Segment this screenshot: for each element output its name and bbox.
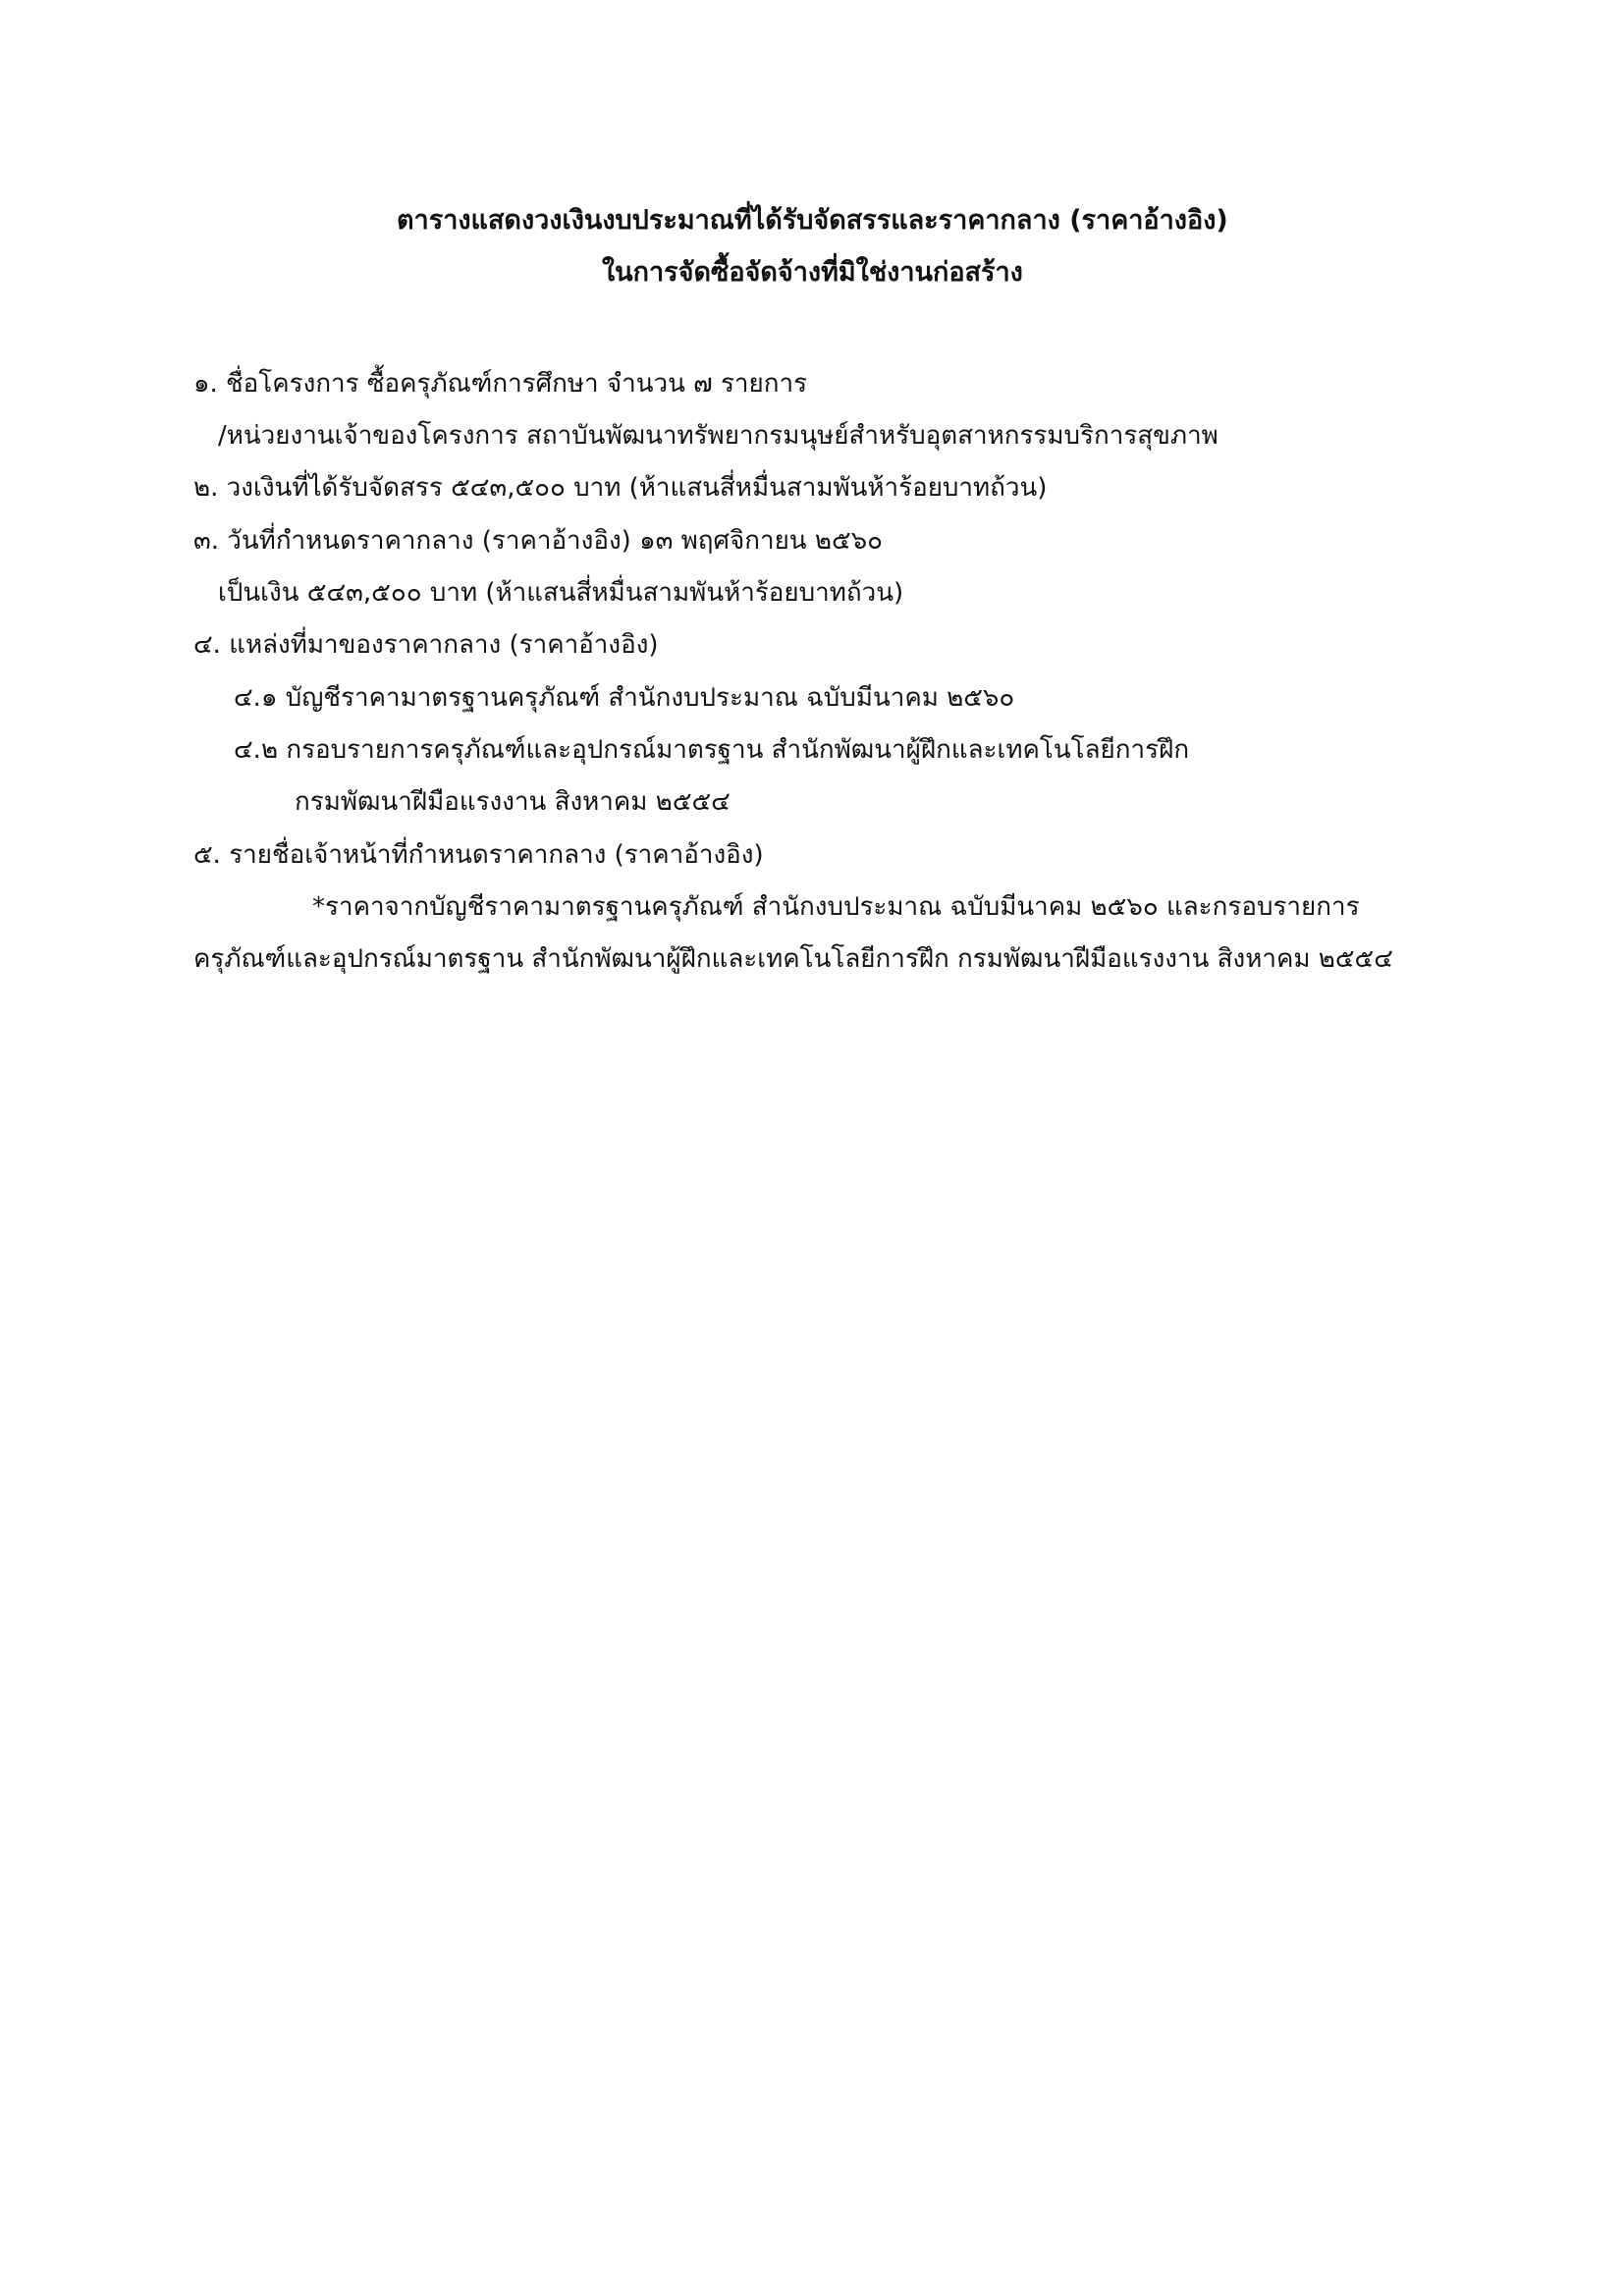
item-4-price-source: ๔. แหล่งที่มาของราคากลาง (ราคาอ้างอิง) [193, 630, 659, 660]
document-title-line-1: ตารางแสดงวงเงินงบประมาณที่ได้รับจัดสรรและราคากลาง (ราคาอ้างอิง) [397, 205, 1228, 236]
footnote-line-1: *ราคาจากบัญชีราคามาตรฐานครุภัณฑ์ สำนักงบประมาณ ฉบับมีนาคม ๒๕๖๐ และกรอบรายการ [312, 892, 1360, 922]
item-1-project-name: ๑. ชื่อโครงการ ซื้อครุภัณฑ์การศึกษา จำนวน ๗ รายการ [193, 369, 808, 399]
footnote-line-2: ครุภัณฑ์และอุปกรณ์มาตรฐาน สำนักพัฒนาผู้ฝึกและเทคโนโลยีการฝึก กรมพัฒนาฝีมือแรงงาน สิงหาคม ๒๕๕๔ [193, 944, 1393, 974]
item-4-2-source-continued: กรมพัฒนาฝีมือแรงงาน สิงหาคม ๒๕๕๔ [295, 787, 731, 817]
item-5-officers: ๕. รายชื่อเจ้าหน้าที่กำหนดราคากลาง (ราคาอ้างอิง) [193, 840, 764, 870]
item-4-2-source: ๔.๒ กรอบรายการครุภัณฑ์และอุปกรณ์มาตรฐาน สำนักพัฒนาผู้ฝึกและเทคโนโลยีการฝึก [234, 735, 1190, 765]
item-3-reference-price-date: ๓. วันที่กำหนดราคากลาง (ราคาอ้างอิง) ๑๓ พฤศจิกายน ๒๕๖๐ [193, 526, 884, 556]
item-1-owner-agency: /หน่วยงานเจ้าของโครงการ สถาบันพัฒนาทรัพยากรมนุษย์สำหรับอุตสาหกรรมบริการสุขภาพ [218, 421, 1218, 451]
item-3-amount: เป็นเงิน ๕๔๓,๕๐๐ บาท (ห้าแสนสี่หมื่นสามพันห้าร้อยบาทถ้วน) [218, 578, 904, 608]
item-2-allocated-budget: ๒. วงเงินที่ได้รับจัดสรร ๕๔๓,๕๐๐ บาท (ห้าแสนสี่หมื่นสามพันห้าร้อยบาทถ้วน) [193, 473, 1048, 503]
document-title-line-2: ในการจัดซื้อจัดจ้างที่มิใช่งานก่อสร้าง [602, 257, 1023, 288]
item-4-1-source: ๔.๑ บัญชีราคามาตรฐานครุภัณฑ์ สำนักงบประมาณ ฉบับมีนาคม ๒๕๖๐ [234, 683, 1015, 713]
